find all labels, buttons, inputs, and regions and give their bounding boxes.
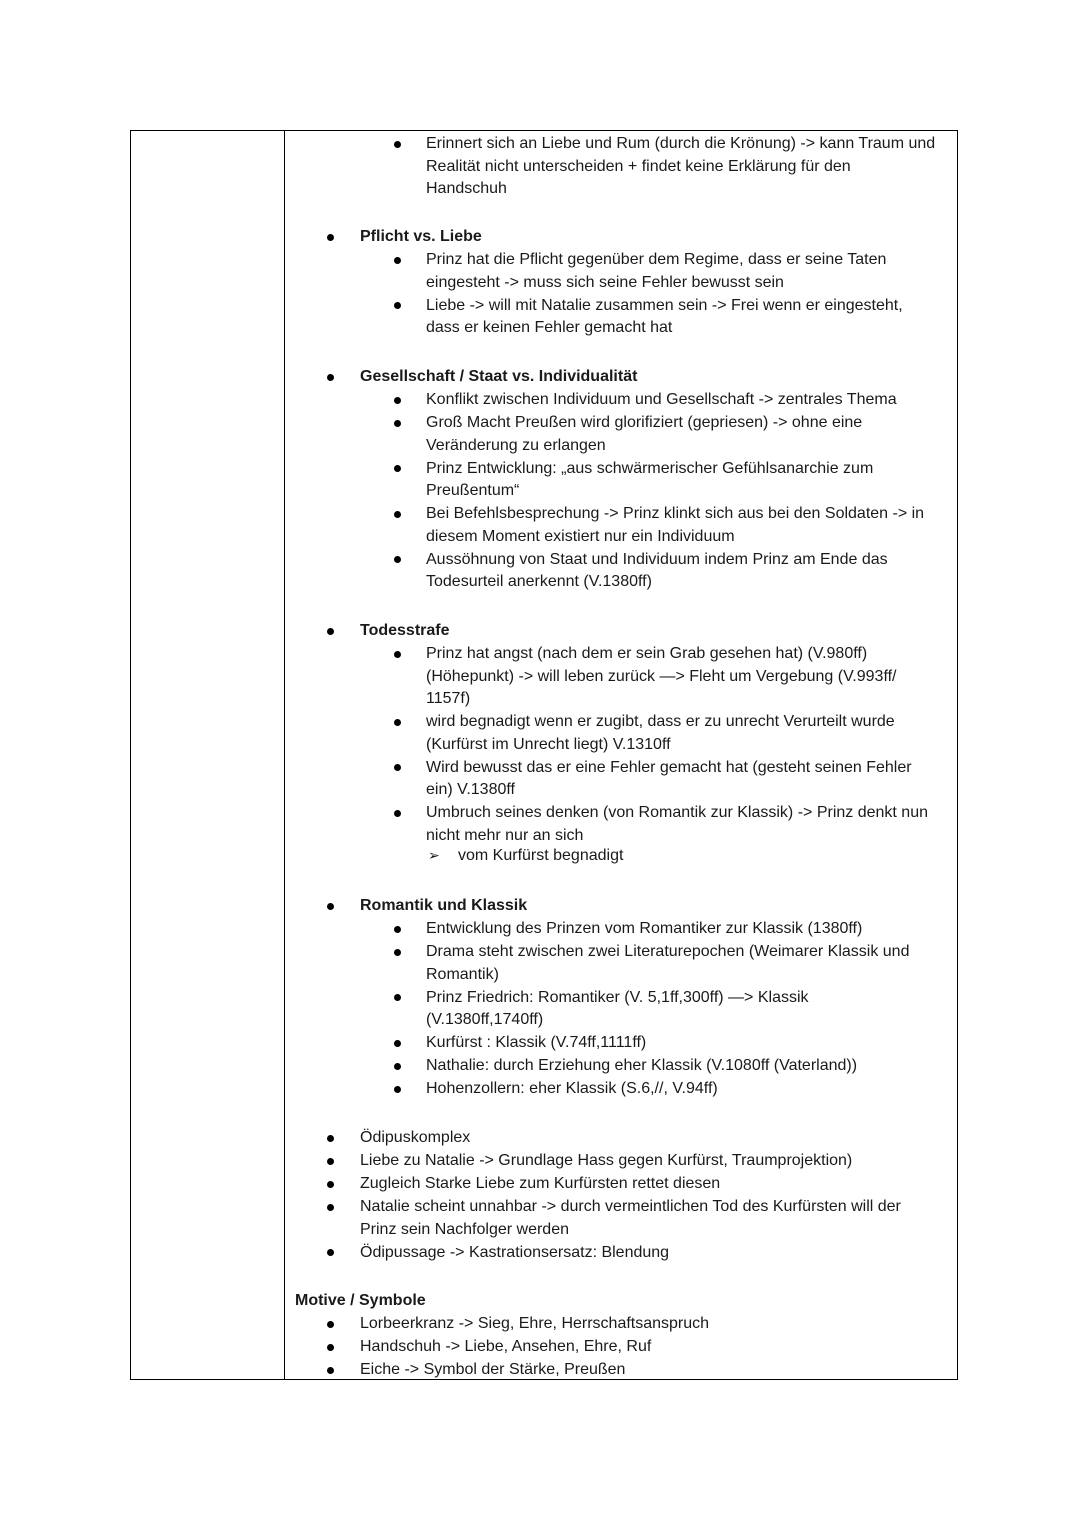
bullet-icon [327,234,334,241]
list-item-text: Veränderung zu erlangen [426,436,606,454]
list-item-text: Hohenzollern: eher Klassik (S.6,//, V.94ff) [426,1080,718,1098]
bullet-icon [394,1040,401,1047]
arrow-bullet-icon: ➢ [428,848,440,864]
list-item-text: Prinz sein Nachfolger werden [360,1220,569,1238]
list-item-text: 1157f) [426,690,471,708]
section-heading: Pflicht vs. Liebe [360,228,482,245]
bullet-icon [327,1135,334,1142]
list-item-text: Todesurteil anerkennt (V.1380ff) [426,573,652,591]
bullet-icon [327,1158,334,1165]
list-item-text: Prinz Entwicklung: „aus schwärmerischer Gefühlsanarchie zum [426,459,874,477]
list-item-text: Prinz hat angst (nach dem er sein Grab gesehen hat) (V.980ff) [426,645,868,662]
list-item-text: Natalie scheint unnahbar -> durch vermeintlichen Tod des Kurfürsten will der [360,1198,901,1215]
list-item-text: Liebe -> will mit Natalie zusammen sein -> Frei wenn er eingesteht, [426,296,903,314]
list-item-text: Bei Befehlsbesprechung -> Prinz klinkt sich aus bei den Soldaten -> in [426,505,925,523]
list-item-text: Liebe zu Natalie -> Grundlage Hass gegen Kurfürst, Traumprojektion) [360,1152,853,1169]
section-heading: Todesstrafe [360,622,450,639]
list-item-text: Zugleich Starke Liebe zum Kurfürsten rettet diesen [360,1175,721,1192]
bullet-icon [327,374,334,381]
bullet-icon [394,651,401,658]
list-item-text: Umbruch seines denken (von Romantik zur Klassik) -> Prinz denkt nun [426,804,928,822]
list-item-text: vom Kurfürst begnadigt [458,847,624,864]
bullet-icon [327,1321,334,1328]
bullet-icon [394,511,401,518]
bullet-icon [327,628,334,635]
bullet-icon [394,141,401,148]
bullet-icon [394,257,401,264]
list-item-text: Nathalie: durch Erziehung eher Klassik (V.1080ff (Vaterland)) [426,1057,858,1075]
list-item-text: Realität nicht unterscheiden + findet keine Erklärung für den [426,157,851,175]
list-item-text: Wird bewusst das er eine Fehler gemacht hat (gesteht seinen Fehler [426,758,912,776]
bullet-icon [394,926,401,933]
bullet-icon [327,1344,334,1351]
list-item-text: Eiche -> Symbol der Stärke, Preußen [360,1361,626,1378]
list-item-text: Konflikt zwischen Individuum und Gesellschaft -> zentrales Thema [426,391,897,408]
list-item-text: Aussöhnung von Staat und Individuum indem Prinz am Ende das [426,550,888,568]
left-column-empty [131,131,285,1379]
list-item-text: Ödipuskomplex [360,1129,471,1146]
list-item-text: dass er keinen Fehler gemacht hat [426,319,673,337]
list-item-text: Groß Macht Preußen wird glorifiziert (gepriesen) -> ohne eine [426,414,863,431]
list-item-text: Preußentum“ [426,482,520,500]
section-heading: Romantik und Klassik [360,897,528,914]
bullet-icon [327,1181,334,1188]
list-item-text: Kurfürst : Klassik (V.74ff,1111ff) [426,1034,647,1052]
bullet-icon [327,903,334,910]
list-item-text: eingesteht -> muss sich seine Fehler bewusst sein [426,273,784,291]
list-item-text: Romantik) [426,965,499,983]
bullet-icon [394,719,401,726]
list-item-text: diesem Moment existiert nur ein Individuum [426,527,735,545]
list-item-text: Ödipussage -> Kastrationsersatz: Blendung [360,1243,670,1261]
bullet-icon [394,949,401,956]
bullet-icon [394,1086,401,1093]
list-item-text: ein) V.1380ff [426,781,515,799]
list-item-text: Handschuh [426,180,507,198]
list-item-text: Lorbeerkranz -> Sieg, Ehre, Herrschaftsanspruch [360,1315,710,1332]
list-item-text: Prinz hat die Pflicht gegenüber dem Regime, dass er seine Taten [426,251,887,268]
bullet-icon [394,420,401,427]
bullet-icon [394,810,401,817]
list-item-text: Drama steht zwischen zwei Literaturepochen (Weimarer Klassik und [426,943,910,960]
list-item-text: (Höhepunkt) -> will leben zurück —> Fleht um Vergebung (V.993ff/ [426,667,897,685]
list-item-text: Handschuh -> Liebe, Ansehen, Ehre, Ruf [360,1338,652,1355]
list-item-text: Prinz Friedrich: Romantiker (V. 5,1ff,300ff) —> Klassik [426,988,809,1006]
list-item-text: Entwicklung des Prinzen vom Romantiker zur Klassik (1380ff) [426,920,863,937]
list-item-text: Erinnert sich an Liebe und Rum (durch die Krönung) -> kann Traum und [426,135,936,152]
bullet-icon [394,1063,401,1070]
bullet-icon [327,1204,334,1211]
section-heading: Motive / Symbole [295,1292,426,1309]
bullet-icon [394,397,401,404]
bullet-icon [327,1367,334,1374]
list-item-text: wird begnadigt wenn er zugibt, dass er zu unrecht Verurteilt wurde [426,713,895,731]
list-item-text: (V.1380ff,1740ff) [426,1011,544,1029]
list-item-text: (Kurfürst im Unrecht liegt) V.1310ff [426,735,671,753]
section-heading: Gesellschaft / Staat vs. Individualität [360,368,638,385]
list-item-text: nicht mehr nur an sich [426,827,584,844]
